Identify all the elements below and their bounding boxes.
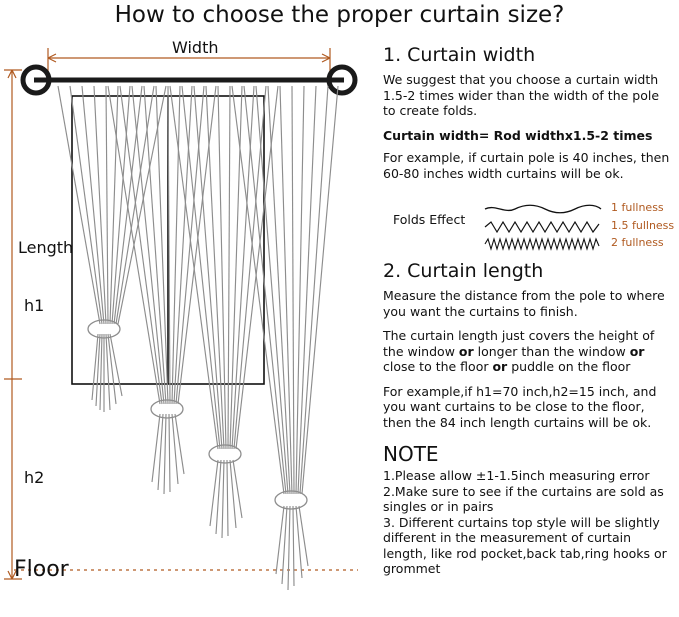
page-title: How to choose the proper curtain size? [114, 2, 565, 28]
length-paragraph-3: For example,if h1=70 inch,h2=15 inch, and you want curtains to be close to the floor, then the 84 inch length curtains will be ok. [383, 383, 657, 430]
length-dimension [4, 70, 22, 579]
fold-caption-2: 1.5 fullness [611, 219, 675, 232]
note-item-3: 3. Different curtains top style will be slightly different in the measurement of curtain length, like rod pocket,back tab,ring hooks or grommet [383, 514, 667, 576]
curtain-diagram-svg [0, 34, 375, 617]
fold-wave-3 [483, 237, 603, 251]
note-list [383, 468, 675, 577]
note-item-1: 1.Please allow ±1-1.5inch measuring error [383, 468, 650, 483]
heading-curtain-length: 2. Curtain length [383, 260, 544, 282]
folds-effect [383, 190, 675, 254]
width-paragraph-2: For example, if curtain pole is 40 inches, then 60-80 inches width curtains will be ok. [383, 150, 670, 181]
heading-note: NOTE [383, 442, 439, 466]
label-width: Width [172, 38, 219, 57]
curtain-diagram [0, 34, 375, 617]
fold-wave-1 [483, 202, 603, 216]
length-paragraph-2: The curtain length just covers the height of the window or longer than the window or close to the floor or puddle on the floor [383, 328, 655, 374]
curtain-rod [23, 67, 355, 93]
label-h2: h2 [24, 468, 45, 487]
length-paragraph-1: Measure the distance from the pole to where you want the curtains to finish. [383, 288, 665, 319]
heading-curtain-width: 1. Curtain width [383, 44, 536, 66]
label-length: Length [18, 238, 74, 257]
label-floor: Floor [14, 557, 69, 582]
fold-caption-3: 2 fullness [611, 236, 664, 249]
width-formula [383, 128, 675, 144]
width-paragraph-1: We suggest that you choose a curtain width 1.5-2 times wider than the width of the pole to create folds. [383, 72, 660, 118]
folds-effect-label: Folds Effect [393, 212, 466, 227]
width-formula-text: Curtain width= Rod widthx1.5-2 times [383, 127, 653, 143]
fold-caption-1: 1 fullness [611, 201, 664, 214]
note-item-2: 2.Make sure to see if the curtains are sold as singles or in pairs [383, 483, 664, 514]
text-column [383, 44, 675, 577]
curtain-folds [58, 86, 338, 590]
fold-wave-2 [483, 220, 603, 234]
label-h1: h1 [24, 296, 45, 315]
